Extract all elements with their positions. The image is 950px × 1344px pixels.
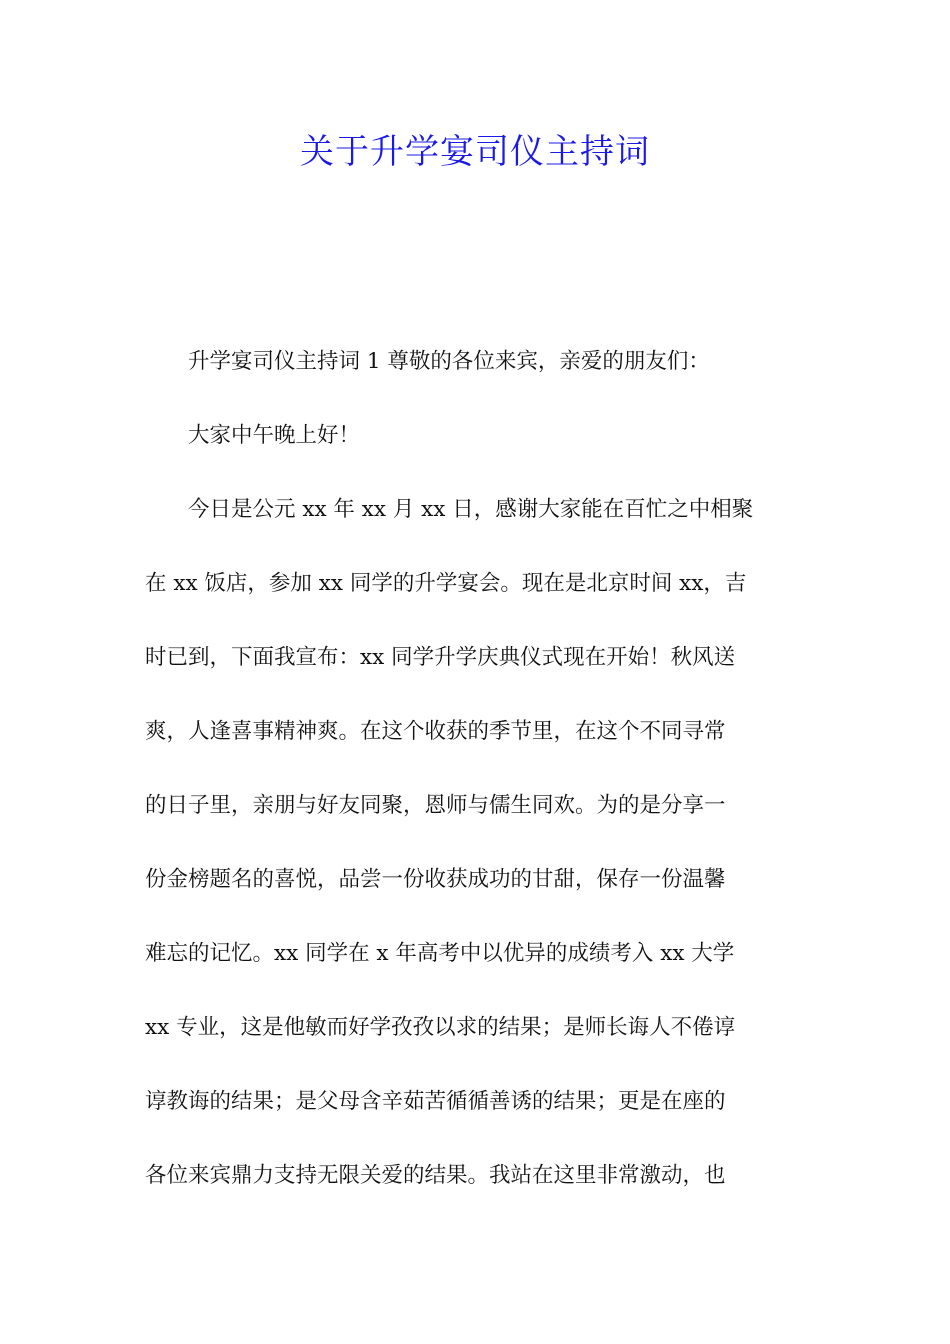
paragraph-line: 难忘的记忆。xx 同学在 x 年高考中以优异的成绩考入 xx 大学	[145, 941, 735, 966]
paragraph-line: 时已到，下面我宣布：xx 同学升学庆典仪式现在开始！秋风送	[145, 645, 736, 670]
paragraph-line: 升学宴司仪主持词 1 尊敬的各位来宾，亲爱的朋友们：	[188, 349, 710, 374]
paragraph-line: 爽，人逢喜事精神爽。在这个收获的季节里，在这个不同寻常	[145, 719, 726, 744]
paragraph-line: 谆教诲的结果；是父母含辛茹苦循循善诱的结果；更是在座的	[145, 1089, 726, 1114]
paragraph-line: 在 xx 饭店，参加 xx 同学的升学宴会。现在是北京时间 xx，吉	[145, 571, 747, 596]
paragraph-line: 各位来宾鼎力支持无限关爱的结果。我站在这里非常激动，也	[145, 1163, 726, 1188]
paragraph-line: 的日子里，亲朋与好友同聚，恩师与儒生同欢。为的是分享一	[145, 793, 726, 818]
document-body	[145, 336, 807, 1224]
paragraph-line: 今日是公元 xx 年 xx 月 xx 日，感谢大家能在百忙之中相聚	[188, 497, 754, 522]
paragraph-line: xx 专业，这是他敏而好学孜孜以求的结果；是师长诲人不倦谆	[145, 1015, 736, 1040]
paragraph-line: 份金榜题名的喜悦，品尝一份收获成功的甘甜，保存一份温馨	[145, 867, 726, 892]
document-title: 关于升学宴司仪主持词	[300, 132, 650, 172]
paragraph-line: 大家中午晚上好！	[188, 423, 361, 448]
